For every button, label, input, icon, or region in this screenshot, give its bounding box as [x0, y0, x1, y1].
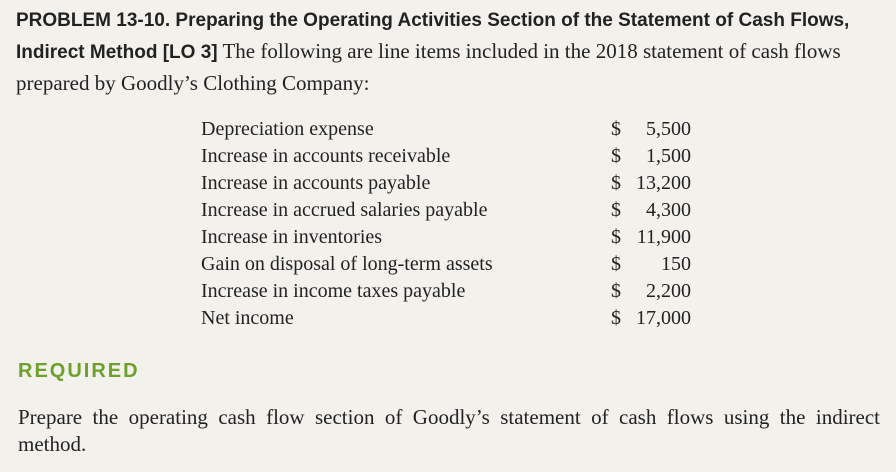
- line-item-amount: [611, 143, 691, 170]
- amount-value: 2,200: [646, 280, 691, 302]
- problem-intro: [16, 4, 886, 98]
- line-item-row: [201, 224, 691, 251]
- amount-value: 150: [661, 253, 691, 275]
- amount-value: 5,500: [646, 118, 691, 140]
- line-item-label: Net income: [201, 307, 294, 329]
- line-item-row: [201, 116, 691, 143]
- currency-symbol: $: [611, 172, 621, 194]
- line-item-amount: [611, 197, 691, 224]
- amount-value: 13,200: [636, 172, 691, 194]
- currency-symbol: $: [611, 145, 621, 167]
- line-item-amount: [611, 224, 691, 251]
- line-item-amount: [611, 251, 691, 278]
- line-item-amount: [611, 170, 691, 197]
- amount-value: 4,300: [646, 199, 691, 221]
- currency-symbol: $: [611, 118, 621, 140]
- line-item-label: Gain on disposal of long-term assets: [201, 253, 493, 275]
- line-item-row: [201, 170, 691, 197]
- problem-heading: PROBLEM 13-10. Preparing the Operating Activities Section of the Statement of Cash Flows, Indirect Method [LO 3]: [16, 10, 850, 63]
- line-item-row: [201, 251, 691, 278]
- line-item-row: [201, 143, 691, 170]
- currency-symbol: $: [611, 226, 621, 248]
- line-item-amount: [611, 305, 691, 332]
- line-item-amount: [611, 116, 691, 143]
- amount-value: 17,000: [636, 307, 691, 329]
- amount-value: 11,900: [636, 226, 691, 248]
- required-heading: REQUIRED: [18, 360, 140, 382]
- line-items-list: [201, 116, 691, 332]
- line-item-label: Increase in inventories: [201, 226, 383, 248]
- currency-symbol: $: [611, 307, 621, 329]
- line-item-label: Increase in accounts payable: [201, 172, 431, 194]
- line-item-amount: [611, 278, 691, 305]
- amount-value: 1,500: [646, 145, 691, 167]
- currency-symbol: $: [611, 280, 621, 302]
- line-item-label: Depreciation expense: [201, 118, 374, 140]
- required-instruction: Prepare the operating cash flow section of Goodly’s statement of cash flows using the indirect method.: [18, 405, 880, 456]
- line-item-label: Increase in income taxes payable: [201, 280, 466, 302]
- line-item-row: [201, 305, 691, 332]
- line-item-row: [201, 197, 691, 224]
- line-item-label: Increase in accrued salaries payable: [201, 199, 488, 221]
- problem-intro-text: The following are line items included in the 2018 statement of cash flows prepared by Goodly’s Clothing Company:: [16, 39, 841, 95]
- line-item-label: Increase in accounts receivable: [201, 145, 451, 167]
- currency-symbol: $: [611, 199, 621, 221]
- line-item-row: [201, 278, 691, 305]
- currency-symbol: $: [611, 253, 621, 275]
